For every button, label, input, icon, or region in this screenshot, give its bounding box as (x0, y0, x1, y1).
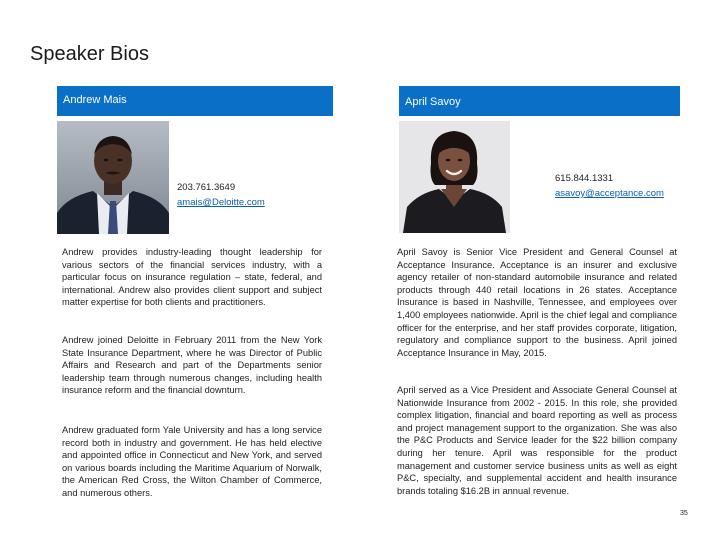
bio-paragraph: Andrew provides industry-leading thought leadership for various sectors of the financial services industry, with a particular focus on insurance regulation – state, federal, and international. Andrew also provides client support and subject matter expertise for both clients and practitioners. (62, 247, 322, 308)
bio-paragraph: Andrew joined Deloitte in February 2011 from the New York State Insurance Department, where he was Director of Public Affairs and Research and part of the Departments senior leadership team through numerous changes, including health insurance reform and the financial downturn. (62, 335, 322, 396)
phone-number: 203.761.3649 (177, 182, 236, 193)
contact-info-andrew (177, 180, 265, 210)
page-number: 35 (680, 510, 688, 517)
speaker-photo-april (399, 121, 510, 233)
bio-paragraph: April served as a Vice President and Associate General Counsel at Nationwide Insurance from 2002 - 2015. In this role, she provided complex litigation, financial and board reporting as well as process and project management support to the organization. She was also the P&C Products and Service leader for the $22 billion company during her tenure. April was responsible for the product management and customer service business units as well as eight P&C, specialty, and supplemental accident and health insurance brands totaling $16.2B in annual revenue. (397, 385, 677, 496)
contact-info-april (555, 171, 664, 201)
email-link[interactable]: asavoy@acceptance.com (555, 188, 664, 199)
bio-paragraph: April Savoy is Senior Vice President and General Counsel at Acceptance Insurance. Acceptance is an insurer and exclusive agency retailer of non-standard automobile insurance and related products through 440 retail locations in 26 states. Acceptance Insurance is based in Nashville, Tennessee, and employees over 1,400 employees nationwide. April is the chief legal and compliance officer for the enterprise, and her staff provides corporate, litigation, regulatory and compliance support to the business. April joined Acceptance Insurance in May, 2015. (397, 247, 677, 358)
bio-paragraph: Andrew graduated form Yale University and has a long service record both in industry and government. He has held elective and appointed office in Connecticut and New York, and served on various boards including the Maritime Aquarium of Norwalk, the American Red Cross, the Wilton Chamber of Commerce, and numerous others. (62, 425, 322, 498)
speaker-name-header-andrew: Andrew Mais (57, 86, 333, 116)
speaker-name-header-april: April Savoy (399, 86, 680, 116)
phone-number: 615.844.1331 (555, 173, 614, 184)
email-link[interactable]: amais@Deloitte.com (177, 197, 265, 208)
speaker-photo-andrew (57, 121, 169, 234)
page-title: Speaker Bios (30, 43, 149, 65)
